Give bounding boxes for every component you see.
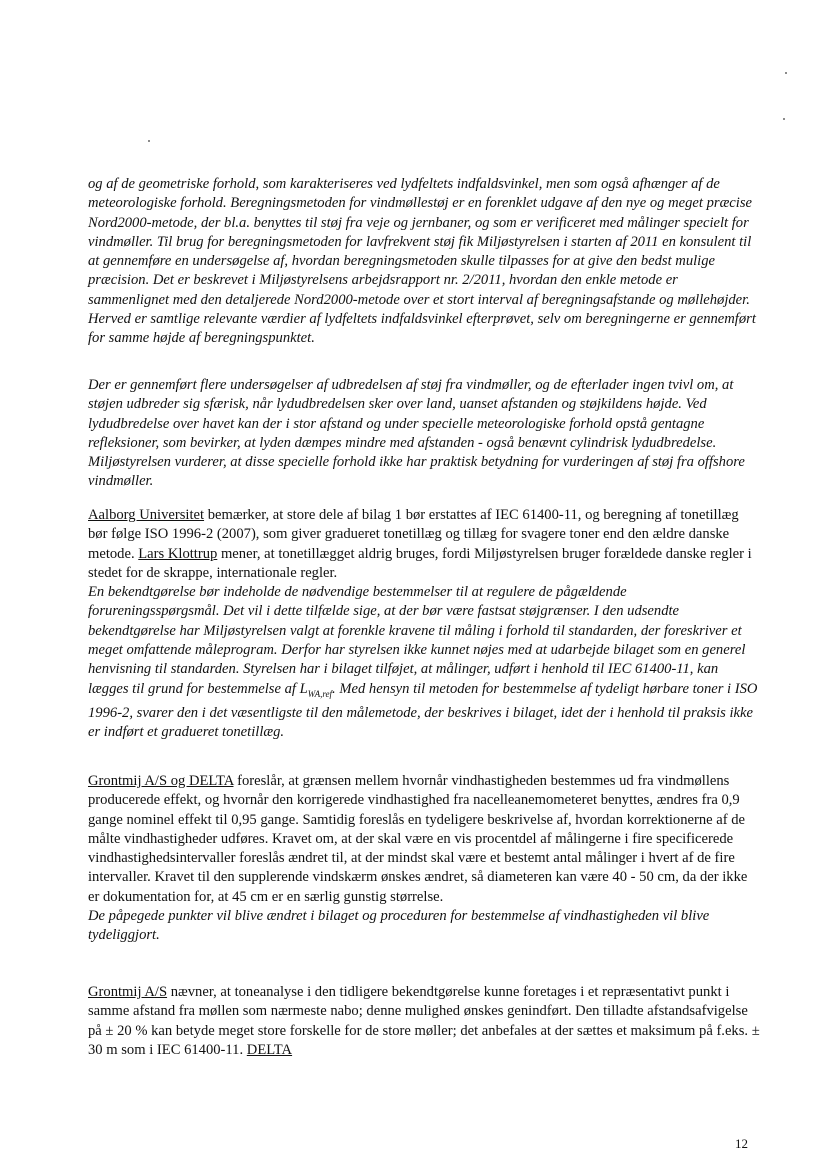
paragraph-tone-analysis (88, 983, 760, 1060)
lwa-symbol: $L_{WA,ref}$ (299, 680, 333, 699)
comment-text: bemærker, at store dele af bilag 1 bør erstattes af IEC 61400-11, og beregning af tonetillæg bør følge ISO 1996-2 (2007), som giver gradueret tonetillæg og tillæg for svagere toner end den ældre danske metode. (88, 507, 739, 562)
org-lars-klottrup: Lars Klottrup (138, 545, 218, 562)
response-text: En bekendtgørelse bør indeholde de nødvendige bestemmelser til at regulere de pågældende forureningsspørgsmål. Det vil i dette tilfælde sige, at der bør være fastsat støjgrænser. I den udsendte bekendtgørelse har Miljøstyrelsen valgt at forenkle kravene til måling i forhold til standarden, der foreskriver et meget omfattende måleprogram. Derfor har styrelsen ikke kunnet nøjes med at udarbejde bilaget som en generel henvisning til standarden. Styrelsen har i bilaget tilføjet, at målinger, udført i henhold til IEC 61400-11, kan lægges til grund for bestemmelse af $L_{WA,ref}$. Med hensyn til metoden for bestemmelse af tydeligt hørbare toner i ISO 1996-2, svarer den i det væsentligste til den målemetode, der beskrives i bilaget, idet der i henhold til praksis ikke er indført et gradueret tonetillæg. (88, 584, 758, 741)
page-number: 12 (735, 1136, 748, 1151)
comment-text: foreslår, at grænsen mellem hvornår vindhastigheden bestemmes ud fra vindmøllens producerede effekt, og hvornår den korrigerede vindhastighed fra nacelleanemometeret benyttes, ændres fra 0,9 gange nominel effekt til 0,95 gange. Samtidig foreslås en tydeligere beskrivelse af, hvordan korrektionerne af de målte vindhastigheder udføres. Kravet om, at der skal være en vis procentdel af målingerne i fire specificerede vindhastighedsintervaller foreslås ændret til, at der mindst skal være et bestemt antal målinger i hvert af de fire intervaller. Kravet til den supplerende vindskærm ønskes ændret, så diameteren kan være 40 - 50 cm, da der ikke er dokumentation for, at 45 cm er en særlig gunstig størrelse. (88, 773, 748, 905)
paragraph-calculation-method: og af de geometriske forhold, som karakteriseres ved lydfeltets indfaldsvinkel, men som også afhænger af de meteorologiske forhold. Beregningsmetoden for vindmøllestøj er en forenklet udgave af den nye og meget præcise Nord2000-metode, der bl.a. benyttes til støj fra veje og jernbaner, og som er verificeret med målinger specielt for vindmøller. Til brug for beregningsmetoden for lavfrekvent støj fik Miljøstyrelsen i starten af 2011 en konsulent til at gennemføre en undersøgelse af, hvordan beregningsmetoden skulle tilpasses for at give den bedst mulige præcision. Det er beskrevet i Miljøstyrelsens arbejdsrapport nr. 2/2011, hvordan den enkle metode er sammenlignet med den detaljerede Nord2000-metode over et stort interval af beregningsafstande og møllehøjder. Herved er samtlige relevante værdier af lydfeltets indfaldsvinkel efterprøvet, selv om beregningerne er gennemført for samme højde af beregningspunktet. (88, 176, 756, 347)
org-grontmij-delta: Grontmij A/S og DELTA (88, 773, 234, 789)
paragraph-wind-speed (88, 772, 760, 946)
scan-speck (785, 72, 787, 74)
org-aalborg-universitet: Aalborg Universitet (88, 507, 205, 523)
scan-speck (148, 140, 150, 142)
response-text: De påpegede punkter vil blive ændret i bilaget og proceduren for bestemmelse af vindhastigheden vil blive tydeliggjort. (88, 908, 710, 944)
comment-text: nævner, at toneanalyse i den tidligere bekendtgørelse kunne foretages i et repræsentativt punkt i samme afstand fra møllen som nærmeste nabo; denne mulighed ønskes genindført. Den tilladte afstandsafvigelse på ± 20 % kan betyde meget store forskelle for de store møller; det anbefales at der sættes et maksimum på f.eks. ± 30 m som i IEC 61400-11. (88, 984, 760, 1058)
paragraph-sound-propagation: Der er gennemført flere undersøgelser af udbredelsen af støj fra vindmøller, og de efterlader ingen tvivl om, at støjen udbreder sig sfærisk, når lydudbredelsen sker over land, uanset afstanden og støjkildens højde. Ved lydudbredelse over havet kan der i stor afstand og under specielle meteorologiske forhold opstå gentagne refleksioner, som bevirker, at lyden dæmpes mindre med afstanden - også benævnt cylindrisk lydudbredelse. Miljøstyrelsen vurderer, at disse specielle forhold ikke har praktisk betydning for vurderingen af støj fra offshore vindmøller. (88, 377, 745, 490)
org-grontmij: Grontmij A/S (88, 984, 168, 1000)
scan-speck (783, 118, 785, 120)
comment-text: mener, at tonetillægget aldrig bruges, fordi Miljøstyrelsen bruger forældede danske regler i stedet for de skrappe, internationale regler. (88, 545, 752, 581)
org-delta: DELTA (246, 1041, 293, 1058)
paragraph-tone-addition (88, 506, 760, 742)
